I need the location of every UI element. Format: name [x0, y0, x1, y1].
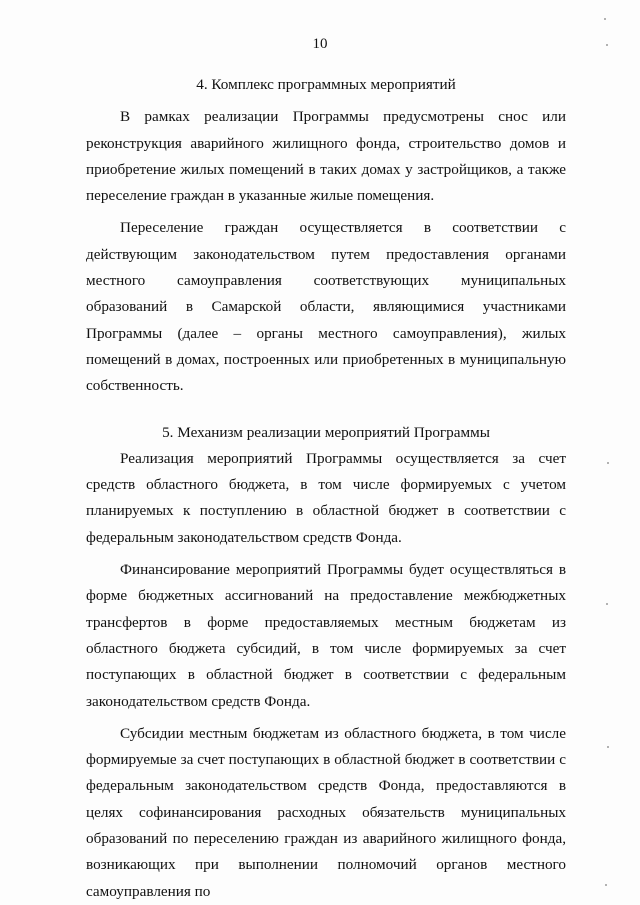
- document-body: [86, 72, 566, 905]
- scan-speck: [607, 746, 609, 748]
- scan-speck: [606, 603, 608, 605]
- scan-speck: [604, 18, 606, 20]
- section-5-heading: 5. Механизм реализации мероприятий Программы: [162, 423, 490, 441]
- section-5-paragraph-1: Реализация мероприятий Программы осуществляется за счет средств областного бюджета, в том числе формируемых с учетом планируемых к поступлению в областной бюджет в соответствии с федеральным законодательством средств Фонда.: [86, 449, 566, 546]
- scan-speck: [607, 462, 609, 464]
- section-4-paragraph-2: Переселение граждан осуществляется в соответствии с действующим законодательством путем предоставления органами местного самоуправления соответствующих муниципальных образований в Самарской области, являющимися участниками Программы (далее – органы местного самоуправления), жилых помещений в домах, построенных или приобретенных в муниципальную собственность.: [86, 219, 566, 395]
- spacer: [86, 400, 566, 420]
- section-4-paragraph-1: В рамках реализации Программы предусмотрены снос или реконструкция аварийного жилищного фонда, строительство домов и приобретение жилых помещений в таких домах у застройщиков, а также переселение граждан в указанные жилые помещения.: [86, 108, 566, 205]
- scan-speck: [605, 884, 607, 886]
- scan-speck: [606, 44, 608, 46]
- section-4-heading: 4. Комплекс программных мероприятий: [196, 76, 456, 93]
- section-5-paragraph-2: Финансирование мероприятий Программы будет осуществляться в форме бюджетных ассигнований на предоставление межбюджетных трансфертов в форме предоставляемых местным бюджетам из областного бюджета субсидий, в том числе формируемых за счет поступающих в областной бюджет в соответствии с федеральным законодательством средств Фонда.: [86, 561, 566, 710]
- page-number: 10: [312, 36, 328, 52]
- section-5-paragraph-3: Субсидии местным бюджетам из областного бюджета, в том числе формируемые за счет поступающих в областной бюджет в соответствии с федеральным законодательством средств Фонда, предоставляются в целях софинансирования расходных обязательств муниципальных образований по переселению граждан из аварийного жилищного фонда, возникающих при выполнении полномочий органов местного самоуправления по: [86, 724, 566, 900]
